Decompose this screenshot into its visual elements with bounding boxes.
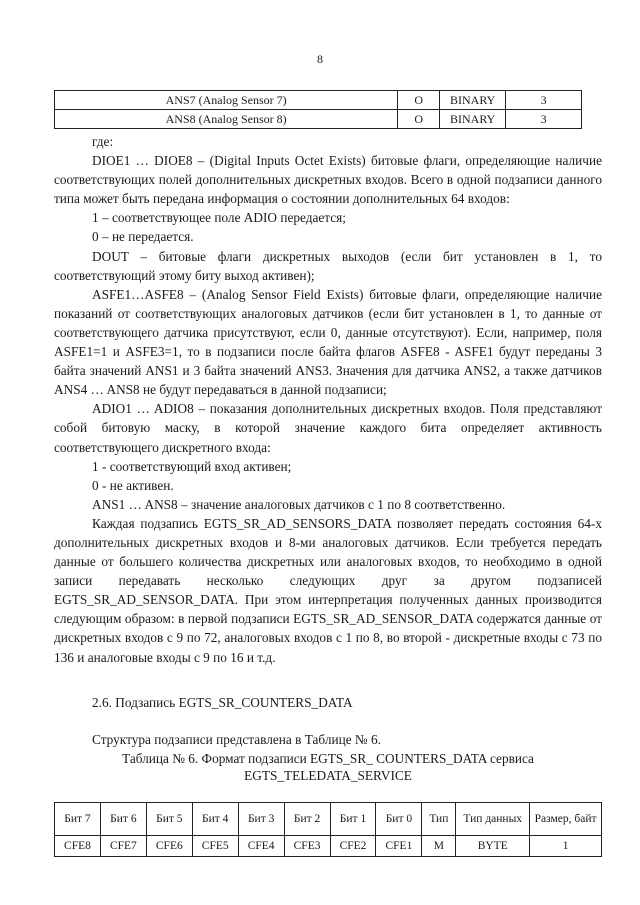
section-title: 2.6. Подзапись EGTS_SR_COUNTERS_DATA [92, 695, 353, 710]
cell-cfe5: CFE5 [192, 836, 238, 857]
cell-type: M [422, 836, 456, 857]
header-bit4: Бит 4 [192, 803, 238, 836]
cell-cfe6: CFE6 [146, 836, 192, 857]
cell-cfe4: CFE4 [238, 836, 284, 857]
paragraph-dioe: DIOE1 … DIOE8 – (Digital Inputs Octet Exists) битовые флаги, определяющие наличие соответствующих полей дополнительных дискретных входов. Всего в одной подзаписи данного типа может быть передана информация о состоянии дополнительных 64 входов: [54, 153, 602, 207]
cell-size: 1 [530, 836, 602, 857]
paragraph-each-subrecord: Каждая подзапись EGTS_SR_AD_SENSORS_DATA позволяет передать состояния 64-х дополнительных дискретных входов и 8-ми аналоговых датчиков. Если требуется передать данные от большего количества дискретных или аналоговых входов, то необходимо в одной записи передавать несколько следующих друг за другом подзаписей EGTS_SR_AD_SENSOR_DATA. При этом интерпретация полученных данных производится следующим образом: в первой подзаписи EGTS_SR_AD_SENSOR_DATA содержатся данные от дискретных входов с 9 по 72, аналоговых входов с 1 по 8, во второй - дискретные входы с 73 по 136 и аналоговые входы с 9 по 16 и т.д. [54, 515, 602, 665]
table-caption-line-1: Таблица № 6. Формат подзаписи EGTS_SR_ COUNTERS_DATA сервиса [122, 751, 534, 766]
field-type-cell: BINARY [440, 110, 506, 129]
cell-cfe1: CFE1 [376, 836, 422, 857]
paragraph-input-active: 1 - соответствующий вход активен; [92, 458, 292, 474]
header-bit6: Бит 6 [100, 803, 146, 836]
cell-cfe3: CFE3 [284, 836, 330, 857]
header-type: Тип [422, 803, 456, 836]
body-text [54, 132, 602, 667]
field-type-cell: BINARY [440, 91, 506, 110]
cell-cfe2: CFE2 [330, 836, 376, 857]
cell-data-type: BYTE [456, 836, 530, 857]
paragraph-adio: ADIO1 … ADIO8 – показания дополнительных дискретных входов. Поля представляют собой битовую маску, в которой значение каждого бита определяет активность соответствующего дискретного входа: [54, 401, 602, 455]
header-size: Размер, байт [530, 803, 602, 836]
header-bit2: Бит 2 [284, 803, 330, 836]
header-bit1: Бит 1 [330, 803, 376, 836]
analog-sensor-table [54, 90, 582, 129]
header-bit5: Бит 5 [146, 803, 192, 836]
page-number: 8 [317, 52, 323, 66]
header-bit7: Бит 7 [55, 803, 101, 836]
header-bit3: Бит 3 [238, 803, 284, 836]
cell-cfe7: CFE7 [100, 836, 146, 857]
table-row [55, 836, 602, 857]
paragraph-not-active: 0 - не активен. [92, 477, 174, 493]
field-size-cell: 3 [506, 91, 582, 110]
table-caption-line-2: EGTS_TELEDATA_SERVICE [244, 768, 412, 783]
paragraph-dout: DOUT – битовые флаги дискретных выходов (если бит установлен в 1, то соответствующий этому биту выход активен); [54, 248, 602, 283]
paragraph-asfe: ASFE1…ASFE8 – (Analog Sensor Field Exists) битовые флаги, определяющие наличие показаний от соответствующих аналоговых датчиков (если бит установлен в 1, то данные от соответствующего датчика присутствуют, если 0, данные отсутствуют). Если, например, поля ASFE1=1 и ASFE3=1, то в подзаписи после байта флагов ASFE8 - ASFE1 будут переданы 3 байта значений ANS1 и 3 байта значений ANS3. Значения для датчика ANS2, а также датчиков ANS4 … ANS8 не будут передаваться в данной подзаписи; [54, 286, 602, 398]
table-header-row [55, 803, 602, 836]
header-bit0: Бит 0 [376, 803, 422, 836]
field-name-cell: ANS8 (Analog Sensor 8) [55, 110, 398, 129]
cell-cfe8: CFE8 [55, 836, 101, 857]
field-name-cell: ANS7 (Analog Sensor 7) [55, 91, 398, 110]
paragraph-adio-transmitted: 1 – соответствующее поле ADIO передается; [92, 210, 346, 226]
table-row [55, 110, 582, 129]
paragraph-ans: ANS1 … ANS8 – значение аналоговых датчиков с 1 по 8 соответственно. [92, 496, 506, 512]
field-size-cell: 3 [506, 110, 582, 129]
structure-reference: Структура подзаписи представлена в Таблице № 6. [92, 732, 381, 747]
paragraph-where: где: [92, 134, 114, 149]
counters-data-format-table [54, 802, 602, 857]
paragraph-not-transmitted: 0 – не передается. [92, 229, 194, 245]
header-data-type: Тип данных [456, 803, 530, 836]
field-flag-cell: O [398, 110, 440, 129]
table-row [55, 91, 582, 110]
field-flag-cell: O [398, 91, 440, 110]
table-caption [54, 750, 602, 784]
